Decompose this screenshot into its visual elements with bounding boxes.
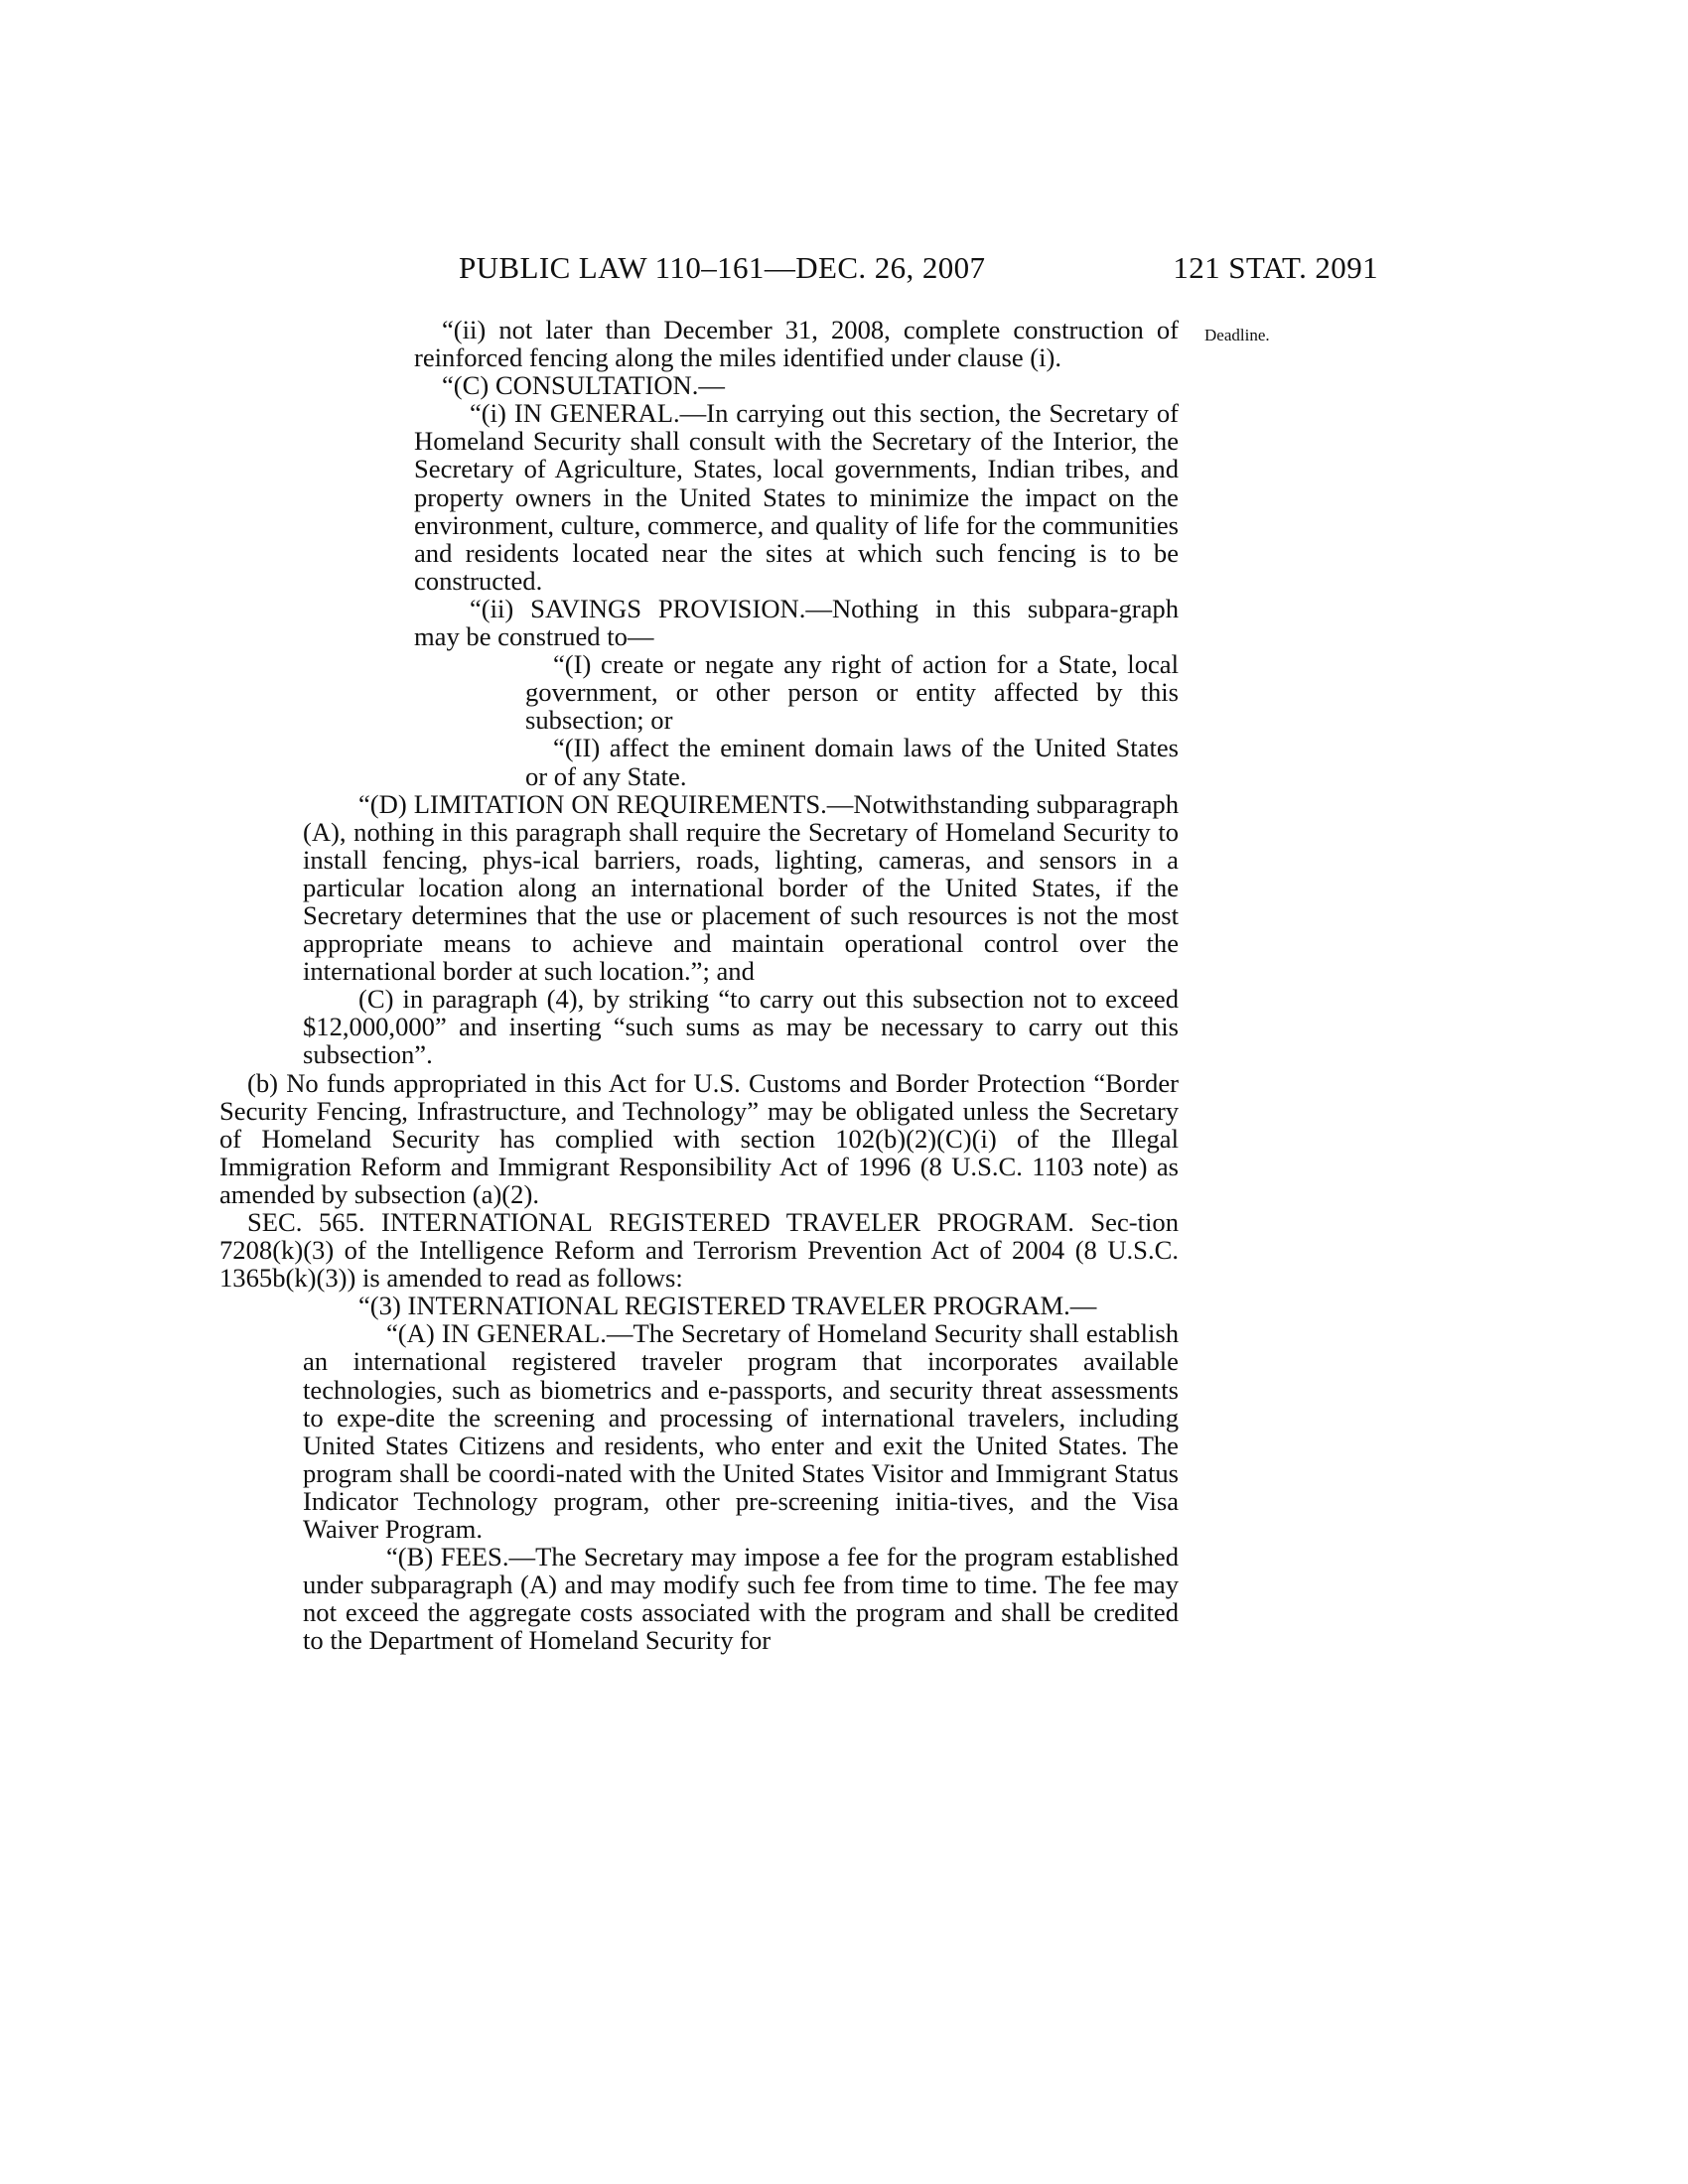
subparagraph-d-limitation: “(D) LIMITATION ON REQUIREMENTS.—Notwithstanding subparagraph (A), nothing in this paragraph shall require the Secretary of Homeland Security to install fencing, phys-ical barriers, roads, lighting, cameras, and sensors in a particular location along an international border of the United States, if the Secretary determines that the use or placement of such resources is not the most appropriate means to achieve and maintain operational control over the international border at such location.”; and bbox=[303, 788, 1179, 987]
subclause-II: “(II) affect the eminent domain laws of the United States or of any State. bbox=[525, 733, 1179, 791]
margin-note-deadline: Deadline. bbox=[1204, 326, 1270, 344]
statute-body bbox=[219, 315, 1180, 1656]
clause-i-in-general: “(i) IN GENERAL.—In carrying out this section, the Secretary of Homeland Security shall consult with the Secretary of the Interior, the Secretary of Agriculture, States, local governments, Indian tribes, and property owners in the United States to minimize the impact on the environment, culture, commerce, and quality of life for the communities and residents located near the sites at which such fencing is to be constructed. bbox=[414, 398, 1179, 596]
subparagraph-a-in-general: “(A) IN GENERAL.—The Secretary of Homeland Security shall establish an international registered traveler program that incorporates available technologies, such as biometrics and e-passports, and security threat assessments to expe-dite the screening and processing of international travelers, including United States Citizens and residents, who enter and exit the United States. The program shall be coordi-nated with the United States Visitor and Immigrant Status Indicator Technology program, other pre-screening initia-tives, and the Visa Waiver Program. bbox=[303, 1318, 1179, 1545]
subparagraph-c-paragraph-4: (C) in paragraph (4), by striking “to carry out this subsection not to exceed $12,000,000” and inserting “such sums as may be necessary to carry out this subsection”. bbox=[303, 984, 1179, 1070]
paragraph-3-heading: “(3) INTERNATIONAL REGISTERED TRAVELER PROGRAM.— bbox=[358, 1291, 1097, 1321]
running-head: PUBLIC LAW 110–161—DEC. 26, 2007 bbox=[459, 250, 986, 285]
subsection-b-funds: (b) No funds appropriated in this Act for U.S. Customs and Border Protection “Border Security Fencing, Infrastructure, and Technology” may be obligated unless the Secretary of Homeland Security has complied with section 102(b)(2)(C)(i) of the Illegal Immigration Reform and Immigrant Responsibility Act of 1996 (8 U.S.C. 1103 note) as amended by subsection (a)(2). bbox=[219, 1067, 1179, 1209]
clause-ii-construction: “(ii) not later than December 31, 2008, complete construction of reinforced fencing along the miles identified under clause (i). bbox=[414, 315, 1179, 373]
clause-ii-savings-provision: “(ii) SAVINGS PROVISION.—Nothing in this subpara-graph may be construed to— bbox=[414, 593, 1179, 652]
subclause-I: “(I) create or negate any right of action for a State, local government, or other person or entity affected by this subsection; or bbox=[525, 649, 1179, 736]
heading-c-consultation: “(C) CONSULTATION.— bbox=[442, 370, 725, 401]
subparagraph-b-fees: “(B) FEES.—The Secretary may impose a fee for the program established under subparagraph (A) and may modify such fee from time to time. The fee may not exceed the aggregate costs associated with the program and shall be credited to the Department of Homeland Security for bbox=[303, 1542, 1180, 1656]
statute-page-number: 121 STAT. 2091 bbox=[1173, 250, 1378, 285]
section-565: SEC. 565. INTERNATIONAL REGISTERED TRAVELER PROGRAM. Sec-tion 7208(k)(3) of the Intelligence Reform and Terrorism Prevention Act of 2004 (8 U.S.C. 1365b(k)(3)) is amended to read as follows: bbox=[219, 1207, 1180, 1294]
page-header bbox=[459, 250, 1378, 290]
